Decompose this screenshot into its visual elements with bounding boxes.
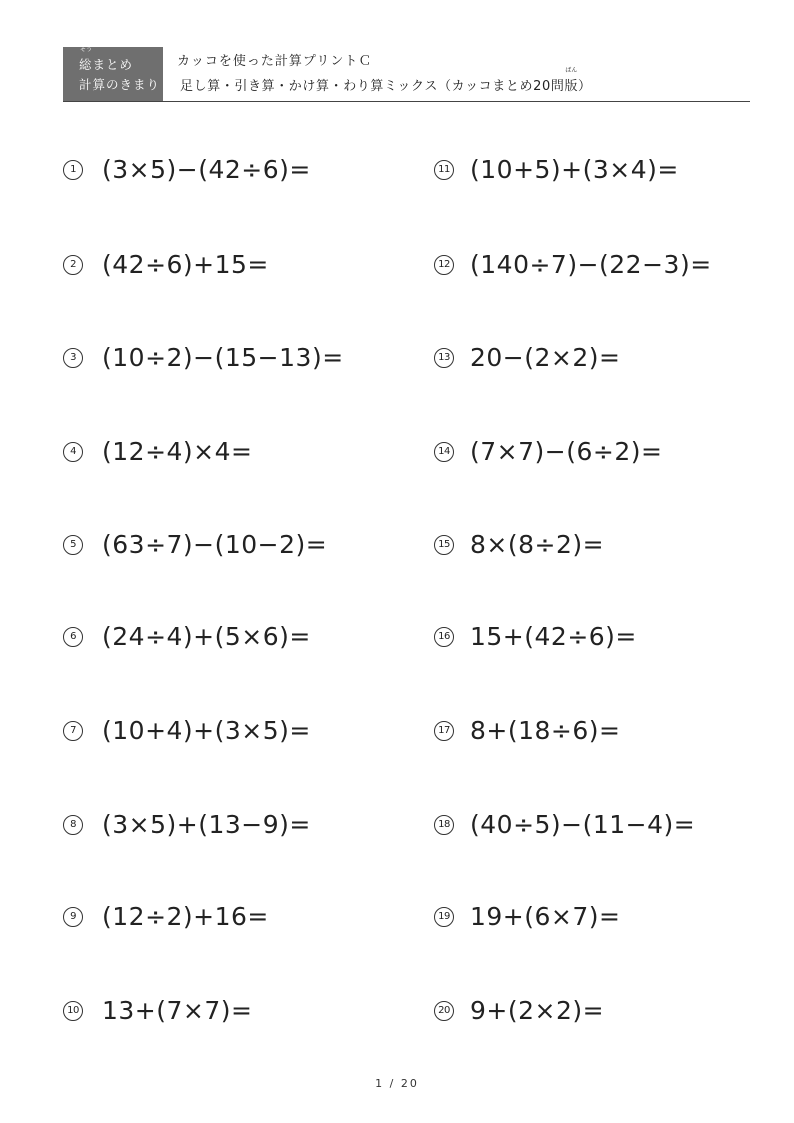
problem-4: [63, 434, 252, 470]
problem-number-badge: 10: [63, 1001, 83, 1021]
problem-number-badge: 8: [63, 815, 83, 835]
problem-number-badge: 14: [434, 442, 454, 462]
problem-number-badge: 11: [434, 160, 454, 180]
problem-5: [63, 527, 327, 563]
category-tab-line2: 計算のきまり: [79, 77, 161, 92]
problem-number-badge: 9: [63, 907, 83, 927]
problem-number-badge: 18: [434, 815, 454, 835]
problem-15: [434, 527, 604, 563]
category-tab-line1-tail: まとめ: [92, 57, 134, 72]
problem-expression: (63÷7)−(10−2)=: [102, 530, 328, 559]
category-tab-line1: [79, 46, 163, 75]
problem-8: [63, 807, 311, 843]
problem-expression: (24÷4)+(5×6)=: [102, 622, 311, 651]
problem-7: [63, 713, 311, 749]
problem-number-badge: 1: [63, 160, 83, 180]
problem-expression: 20−(2×2)=: [470, 343, 621, 372]
category-tab-ruby-wrap: [79, 46, 93, 75]
problem-10: [63, 993, 252, 1029]
problem-number-badge: 15: [434, 535, 454, 555]
problem-12: [434, 247, 712, 283]
problem-expression: (42÷6)+15=: [102, 250, 269, 279]
problem-6: [63, 619, 311, 655]
problem-number-badge: 6: [63, 627, 83, 647]
category-tab-ruby: そう: [79, 46, 92, 53]
page-indicator: 1 / 20: [375, 1077, 419, 1090]
problem-number-badge: 2: [63, 255, 83, 275]
problem-3: [63, 340, 344, 376]
worksheet-subtitle-head: 足し算・引き算・かけ算・わり算ミックス（カッコまとめ20問: [180, 79, 565, 94]
problem-2: [63, 247, 269, 283]
problem-expression: (10÷2)−(15−13)=: [102, 343, 344, 372]
problem-expression: 8×(8÷2)=: [470, 530, 605, 559]
category-tab-line1-head: 総: [79, 57, 93, 72]
problem-expression: 8+(18÷6)=: [470, 716, 621, 745]
problem-expression: (10+5)+(3×4)=: [470, 155, 679, 184]
problem-18: [434, 807, 695, 843]
problem-number-badge: 7: [63, 721, 83, 741]
problem-number-badge: 20: [434, 1001, 454, 1021]
problem-17: [434, 713, 620, 749]
worksheet-subtitle: [180, 67, 592, 96]
problem-9: [63, 899, 269, 935]
worksheet-subtitle-ruby: ばん: [565, 67, 578, 74]
problem-number-badge: 3: [63, 348, 83, 368]
problem-number-badge: 4: [63, 442, 83, 462]
problem-expression: (7×7)−(6÷2)=: [470, 437, 663, 466]
problem-expression: (3×5)−(42÷6)=: [102, 155, 311, 184]
problem-expression: (40÷5)−(11−4)=: [470, 810, 696, 839]
worksheet-subtitle-ruby-base: 版: [564, 79, 579, 94]
problem-20: [434, 993, 604, 1029]
problem-number-badge: 19: [434, 907, 454, 927]
problem-19: [434, 899, 620, 935]
problem-number-badge: 13: [434, 348, 454, 368]
problem-expression: (12÷4)×4=: [102, 437, 253, 466]
worksheet-subtitle-tail: ）: [578, 79, 592, 94]
problem-expression: 19+(6×7)=: [470, 902, 621, 931]
problem-expression: 13+(7×7)=: [102, 996, 253, 1025]
problem-expression: (12÷2)+16=: [102, 902, 269, 931]
header-divider: [63, 101, 750, 102]
problem-number-badge: 16: [434, 627, 454, 647]
problem-number-badge: 5: [63, 535, 83, 555]
problem-expression: (140÷7)−(22−3)=: [470, 250, 712, 279]
worksheet-title: カッコを使った計算プリントＣ: [177, 54, 373, 69]
problem-13: [434, 340, 620, 376]
problem-1: [63, 152, 311, 188]
worksheet-subtitle-ruby-wrap: [564, 67, 579, 96]
problem-expression: (3×5)+(13−9)=: [102, 810, 311, 839]
problem-14: [434, 434, 662, 470]
problem-expression: (10+4)+(3×5)=: [102, 716, 311, 745]
problem-11: [434, 152, 679, 188]
problem-16: [434, 619, 637, 655]
problem-number-badge: 17: [434, 721, 454, 741]
problem-expression: 9+(2×2)=: [470, 996, 605, 1025]
problem-number-badge: 12: [434, 255, 454, 275]
category-tab: [63, 47, 163, 101]
problem-expression: 15+(42÷6)=: [470, 622, 637, 651]
